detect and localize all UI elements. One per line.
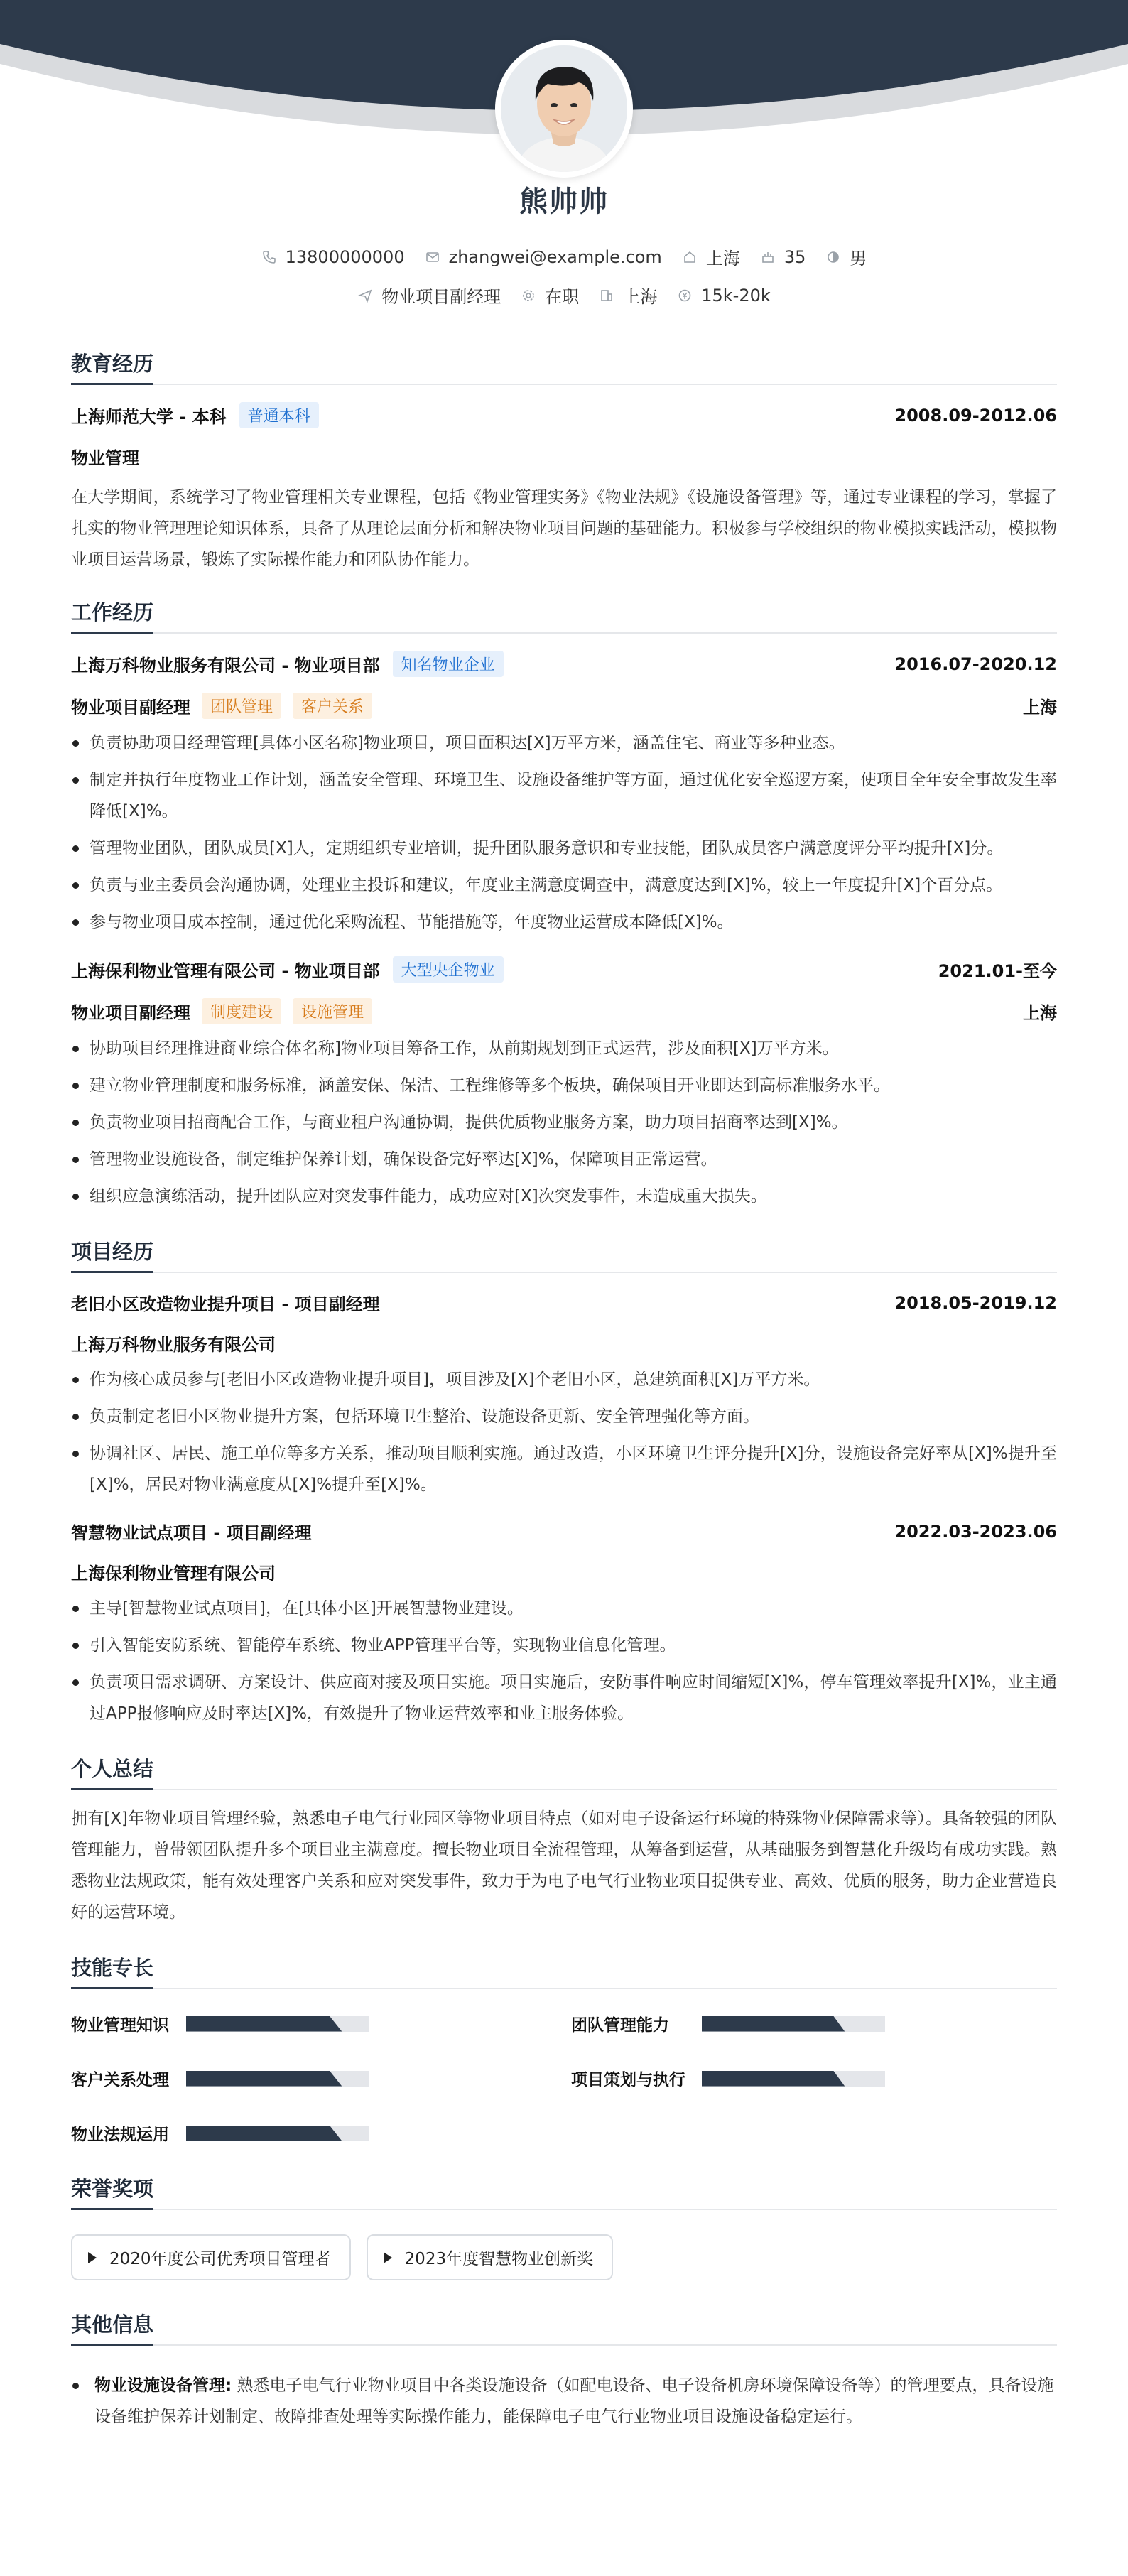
skill-bar [186,2126,369,2141]
target-city-text: 上海 [623,287,658,307]
salary-item [677,286,771,305]
list-item: 负责协助项目经理管理[具体小区名称]物业项目，项目面积达[X]万平方米，涵盖住宅、商业等多种业态。 [71,727,1057,759]
status-text: 在职 [545,287,580,307]
list-item: 负责制定老旧小区物业提升方案，包括环境卫生整治、设施设备更新、安全管理强化等方面。 [71,1401,1057,1432]
phone-text: 13800000000 [285,247,405,267]
work-company-tag: 大型央企物业 [393,956,504,983]
send-icon [357,288,373,303]
education-major: 物业管理 [71,448,139,468]
work-tag: 制度建设 [202,998,281,1024]
award-text: 2023年度智慧物业创新奖 [404,2250,594,2268]
skill-item [71,2067,571,2090]
education-header [71,402,1057,428]
phone-icon [261,249,277,265]
work-period: 2021.01-至今 [938,961,1057,981]
location-text: 上海 [705,249,740,269]
gender-icon [825,249,841,265]
phone-item [261,247,405,267]
building-icon [599,288,614,303]
work-entry [71,651,1057,938]
awards-list [71,2234,1057,2280]
gear-icon [521,288,536,303]
education-school: 上海师范大学 - 本科 [71,407,227,427]
summary-section-title: 个人总结 [71,1753,1057,1790]
education-period: 2008.09-2012.06 [894,405,1057,426]
skill-bar [186,2016,369,2032]
money-icon [677,288,693,303]
skill-item [571,2067,1057,2090]
project-title: 智慧物业试点项目 - 项目副经理 [71,1523,312,1543]
work-period: 2016.07-2020.12 [894,654,1057,674]
skill-item [71,2121,571,2145]
work-section-title: 工作经历 [71,597,1057,634]
skill-fill [702,2071,845,2087]
work-company: 上海保利物业管理有限公司 - 物业项目部 [71,961,380,981]
skill-name: 客户关系处理 [71,2071,169,2089]
work-company-tag: 知名物业企业 [393,651,504,677]
target-city-item [599,283,657,308]
award-item [71,2234,351,2280]
work-company: 上海万科物业服务有限公司 - 物业项目部 [71,656,380,676]
skill-name: 物业法规运用 [71,2126,169,2144]
project-company: 上海万科物业服务有限公司 [71,1335,276,1355]
list-item: 主导[智慧物业试点项目]，在[具体小区]开展智慧物业建设。 [71,1593,1057,1624]
work-city: 上海 [1023,1003,1057,1023]
list-item: 作为核心成员参与[老旧小区改造物业提升项目]，项目涉及[X]个老旧小区，总建筑面积[X]万平方米。 [71,1364,1057,1395]
other-text: 熟悉电子电气行业物业项目中各类设施设备（如配电设备、电子设备机房环境保障设备等）的管理要点，具备设施设备维护保养计划制定、故障排查处理等实际操作能力，能保障电子电气行业物业项目设施设备稳定运行。 [94,2376,1054,2426]
email-text: zhangwei@example.com [448,247,662,267]
skills-section-title: 技能专长 [71,1952,1057,1989]
education-description: 在大学期间，系统学习了物业管理相关专业课程，包括《物业管理实务》《物业法规》《设施设备管理》等，通过专业课程的学习，掌握了扎实的物业管理理论知识体系，具备了从理论层面分析和解决物业项目问题的基础能力。积极参与学校组织的物业模拟实践活动，模拟物业项目运营场景，锻炼了实际操作能力和团队协作能力。 [71,488,1057,569]
skill-fill [186,2126,342,2141]
other-section-title: 其他信息 [71,2309,1057,2346]
resume-content [71,348,1057,2432]
skills-grid [71,2012,1057,2145]
work-tag: 团队管理 [202,693,281,719]
skill-name: 项目策划与执行 [571,2071,685,2089]
projects-section-title: 项目经历 [71,1236,1057,1273]
job-target-text: 物业项目副经理 [381,287,501,307]
list-item: 负责与业主委员会沟通协调，处理业主投诉和建议，年度业主满意度调查中，满意度达到[X]%，较上一年度提升[X]个百分点。 [71,870,1057,901]
skill-fill [186,2016,342,2032]
work-tag: 客户关系 [293,693,372,719]
avatar-portrait-icon [501,45,627,172]
gender-text: 男 [850,249,867,269]
bullet-icon [72,2383,79,2389]
education-tag: 普通本科 [239,402,319,428]
work-city: 上海 [1023,698,1057,718]
skill-bar [186,2071,369,2087]
age-text: 35 [783,247,806,267]
status-item [521,283,579,308]
summary-text: 拥有[X]年物业项目管理经验，熟悉电子电气行业园区等物业项目特点（如对电子设备运行环境的特殊物业保障需求等）。具备较强的团队管理能力，曾带领团队提升多个项目业主满意度。擅长物业项目全流程管理，从筹备到运营，从基础服务到智慧化升级均有成功实践。熟悉物业法规政策，能有效处理客户关系和应对突发事件，致力于为电子电气行业物业项目提供专业、高效、优质的服务，助力企业营造良好的运营环境。 [71,1809,1057,1922]
work-entry [71,956,1057,1212]
project-company: 上海保利物业管理有限公司 [71,1564,276,1584]
skill-name: 团队管理能力 [571,2016,669,2035]
work-tag: 设施管理 [293,998,372,1024]
list-item: 负责项目需求调研、方案设计、供应商对接及项目实施。项目实施后，安防事件响应时间缩短[X]%，停车管理效率提升[X]%，业主通过APP报修响应及时率达[X]%，有效提升了物业运营效率和业主服务体验。 [71,1667,1057,1729]
list-item: 组织应急演练活动，提升团队应对突发事件能力，成功应对[X]次突发事件，未造成重大损失。 [71,1181,1057,1212]
awards-section-title: 荣誉奖项 [71,2173,1057,2210]
skill-item [71,2012,571,2035]
list-item: 管理物业设施设备，制定维护保养计划，确保设备完好率达[X]%，保障项目正常运营。 [71,1144,1057,1175]
list-item: 建立物业管理制度和服务标准，涵盖安保、保洁、工程维修等多个板块，确保项目开业即达到高标准服务水平。 [71,1070,1057,1101]
education-section-title: 教育经历 [71,348,1057,385]
skill-fill [702,2016,845,2032]
list-item: 参与物业项目成本控制，通过优化采购流程、节能措施等，年度物业运营成本降低[X]%。 [71,907,1057,938]
age-item [760,247,806,267]
triangle-right-icon [88,2252,97,2263]
contact-info-row [0,244,1128,269]
skill-fill [186,2071,342,2087]
award-item [367,2234,614,2280]
other-item [71,2370,1057,2432]
work-position: 物业项目副经理 [71,698,190,718]
job-info-row [0,283,1128,308]
email-item [425,247,662,267]
cake-icon [760,249,776,265]
project-period: 2018.05-2019.12 [894,1292,1057,1313]
skill-name: 物业管理知识 [71,2016,169,2035]
project-entry [71,1519,1057,1729]
skill-bar [702,2016,885,2032]
list-item: 引入智能安防系统、智能停车系统、物业APP管理平台等，实现物业信息化管理。 [71,1630,1057,1661]
home-icon [682,249,698,265]
skill-bar [702,2071,885,2087]
award-text: 2020年度公司优秀项目管理者 [109,2250,331,2268]
candidate-name: 熊帅帅 [519,185,609,218]
location-item [682,244,740,269]
project-period: 2022.03-2023.06 [894,1521,1057,1542]
avatar [495,40,633,178]
list-item: 协调社区、居民、施工单位等多方关系，推动项目顺利实施。通过改造，小区环境卫生评分提升[X]分，设施设备完好率从[X]%提升至[X]%，居民对物业满意度从[X]%提升至[X]%。 [71,1438,1057,1500]
project-title: 老旧小区改造物业提升项目 - 项目副经理 [71,1294,380,1314]
triangle-right-icon [384,2252,392,2263]
project-entry [71,1290,1057,1500]
list-item: 协助项目经理推进商业综合体名称]物业项目筹备工作，从前期规划到正式运营，涉及面积[X]万平方米。 [71,1033,1057,1064]
gender-item [825,244,867,269]
list-item: 管理物业团队，团队成员[X]人，定期组织专业培训，提升团队服务意识和专业技能，团队成员客户满意度评分平均提升[X]分。 [71,833,1057,864]
work-position: 物业项目副经理 [71,1003,190,1023]
salary-text: 15k-20k [701,285,771,305]
skill-item [571,2012,1057,2035]
list-item: 负责物业项目招商配合工作，与商业租户沟通协调，提供优质物业服务方案，助力项目招商率达到[X]%。 [71,1107,1057,1138]
mail-icon [425,249,440,265]
other-label: 物业设施设备管理: [94,2376,232,2395]
job-target-item [357,283,501,308]
list-item: 制定并执行年度物业工作计划，涵盖安全管理、环境卫生、设施设备维护等方面，通过优化安全巡逻方案，使项目全年安全事故发生率降低[X]%。 [71,764,1057,827]
